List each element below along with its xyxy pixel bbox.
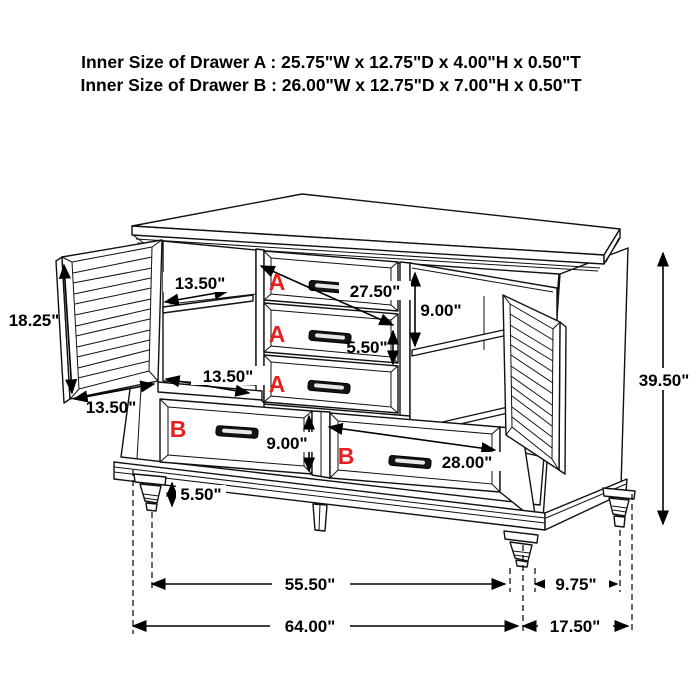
label-shelf-depth-top: 13.50" <box>174 274 226 293</box>
marker-drawer-a1: A <box>268 269 286 295</box>
marker-drawer-b1: B <box>169 416 187 442</box>
marker-drawer-a3: A <box>268 371 286 397</box>
label-overall-depth: 17.50" <box>549 617 601 636</box>
label-right-opening-height: 9.00" <box>420 301 462 320</box>
dresser-drawing <box>56 194 635 567</box>
label-overall-height: 39.50" <box>638 371 690 390</box>
title-drawer-a-size: Inner Size of Drawer A : 25.75"W x 12.75"D x 4.00"H x 0.50"T <box>81 52 581 72</box>
label-drawer-b-width: 28.00" <box>441 453 493 472</box>
title-block <box>80 52 581 95</box>
back-right-leg <box>603 488 635 527</box>
center-leg <box>313 504 327 531</box>
label-shelf-depth-bottom: 13.50" <box>202 367 254 386</box>
label-drawer-a-height: 5.50" <box>346 338 388 357</box>
left-cabinet-opening <box>163 241 256 385</box>
front-left-leg <box>134 474 166 511</box>
label-leg-height: 5.50" <box>180 485 222 504</box>
title-drawer-b-size: Inner Size of Drawer B : 26.00"W x 12.75"D x 7.00"H x 0.50"T <box>80 75 582 95</box>
label-drawer-b-height: 9.00" <box>266 434 308 453</box>
left-louver-door <box>56 240 162 403</box>
label-drawer-a-width: 27.50" <box>349 282 401 301</box>
marker-drawer-a2: A <box>268 321 286 347</box>
label-door-width: 13.50" <box>85 398 137 417</box>
label-door-height: 18.25" <box>8 311 60 330</box>
label-side-leg-span: 9.75" <box>555 575 597 594</box>
front-right-leg <box>504 531 538 567</box>
label-front-leg-span: 55.50" <box>284 575 336 594</box>
label-overall-width: 64.00" <box>284 617 336 636</box>
marker-drawer-b2: B <box>337 443 355 469</box>
